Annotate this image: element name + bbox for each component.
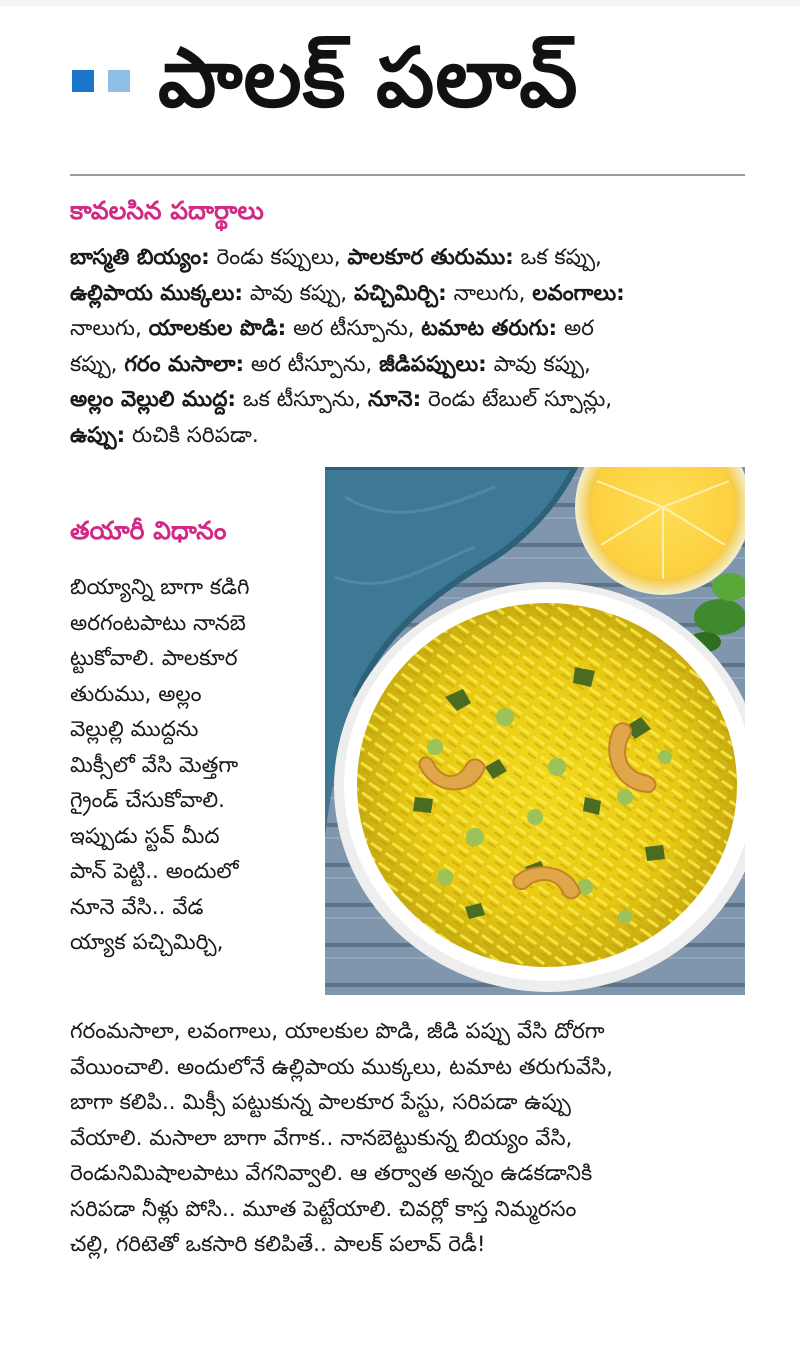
ingredients-heading: కావలసిన పదార్థాలు [70,196,264,225]
ingredient-quantity: అర [557,316,594,341]
ingredient-name: ఉప్పు: [70,422,126,448]
title-square-dark [72,70,94,92]
ingredient-quantity: అర టీస్పూను, [286,316,422,341]
method-line: వేయించాలి. అందులోనే ఉల్లిపాయ ముక్కలు, టమాట తరుగువేసి, [70,1054,613,1080]
method-line: అరగంటపాటు నానబె [70,610,246,636]
ingredient-quantity: నాలుగు, [70,316,149,341]
method-text-column [70,570,325,961]
ingredient-line [70,240,745,276]
ingredient-name: పాలకూర తురుము: [347,245,514,270]
ingredient-quantity: నాలుగు, [446,280,533,306]
ingredient-line [70,311,745,347]
ingredient-line [70,347,745,383]
palak-pulao-photo [325,467,745,995]
method-line: గరంమసాలా, లవంగాలు, యాలకుల పొడి, జీడి పప్పు వేసి దోరగా [70,1019,605,1044]
page-title: పాలక్ పలావ్ [158,31,579,126]
ingredient-name: లవంగాలు: [532,280,625,306]
ingredients-list [70,240,745,453]
method-heading: తయారీ విధానం [70,516,227,545]
ingredient-quantity: ఒక టీస్పూను, [236,387,369,412]
method-line: వెల్లుల్లి ముద్దను [70,717,199,742]
ingredient-name: అల్లం వెల్లులి ముద్ద: [70,387,237,412]
ingredient-line [70,418,745,454]
ingredient-quantity: రెండు టేబుల్ స్పూన్లు, [421,387,613,412]
method-line: బాగా కలిపి.. మిక్సీ పట్టుకున్న పాలకూర పేస్టు, సరిపడా ఉప్పు [70,1090,571,1115]
method-line: చల్లి, గరిటెతో ఒకసారి కలిపితే.. పాలక్ పలావ్ రెడీ! [70,1232,486,1257]
ingredient-name: జీడిపప్పులు: [379,351,487,377]
ingredient-quantity: పావు కప్పు, [242,280,354,306]
ingredient-name: బాస్మతి బియ్యం: [70,245,210,270]
ingredient-name: గరం మసాలా: [124,351,245,377]
ingredient-name: పచ్చిమిర్చి: [353,280,447,306]
method-line: గ్రైండ్ చేసుకోవాలి. [70,788,225,813]
method-line: వేయాలి. మసాలా బాగా వేగాక.. నానబెట్టుకున్న బియ్యం వేసి, [70,1125,573,1151]
ingredient-quantity: అర టీస్పూను, [244,351,380,377]
ingredient-name: టమాట తరుగు: [421,316,558,341]
ingredient-name: నూనె: [368,387,422,412]
method-line: తురుము, అల్లం [70,681,202,707]
method-line: సరిపడా నీళ్లు పోసి.. మూత పెట్టేయాలి. చివర్లో కాస్త నిమ్మరసం [70,1196,577,1222]
method-line: రెండునిమిషాలపాటు వేగనివ్వాలి. ఆ తర్వాత అన్నం ఉడకడానికి [70,1161,593,1186]
title-divider [70,174,745,176]
title-square-light [108,70,130,92]
ingredient-quantity: ఒక కప్పు, [513,245,602,270]
method-line: మిక్సీలో వేసి మెత్తగా [70,752,239,778]
ingredient-quantity: కప్పు, [70,351,125,377]
ingredient-quantity: రెండు కప్పులు, [209,245,348,270]
method-text-full [70,1014,745,1263]
method-line: నూనె వేసి.. వేడ [70,894,204,920]
method-line: పాన్ పెట్టి.. అందులో [70,859,239,884]
method-line: బియ్యాన్ని బాగా కడిగి [70,575,250,600]
ingredient-line [70,382,745,418]
ingredient-name: యాలకుల పొడి: [148,316,287,341]
ingredient-quantity: రుచికి సరిపడా. [125,422,259,448]
method-line: ట్టుకోవాలి. పాలకూర [70,646,238,671]
ingredient-quantity: పావు కప్పు, [486,351,591,377]
ingredient-line [70,276,745,312]
method-line: ఇప్పుడు స్టవ్ మీద [70,823,220,849]
ingredient-name: ఉల్లిపాయ ముక్కలు: [70,280,243,306]
top-border [0,0,800,6]
method-line: య్యాక పచ్చిమిర్చి, [70,930,224,955]
